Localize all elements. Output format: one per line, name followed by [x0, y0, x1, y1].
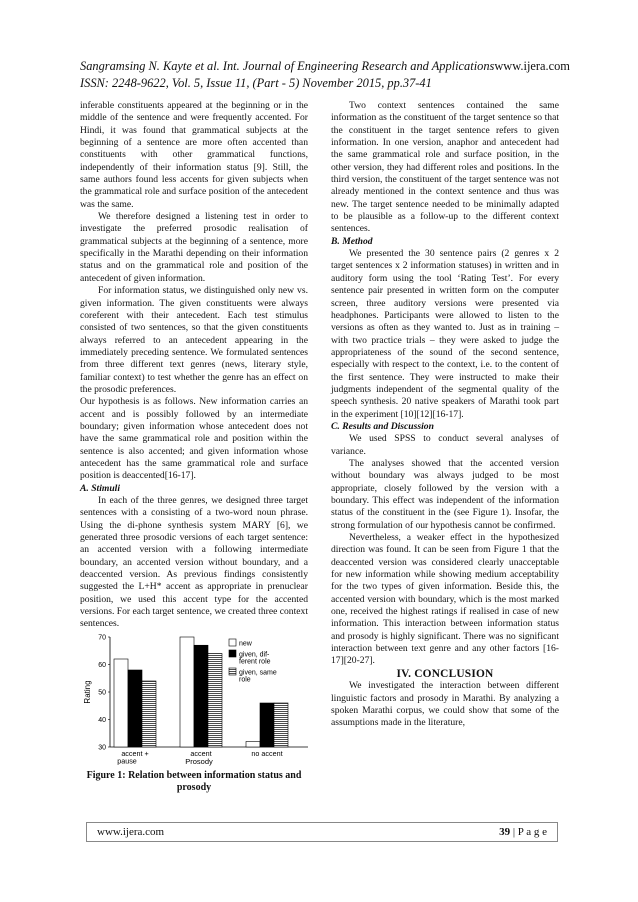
bar — [208, 653, 222, 747]
right-column — [331, 100, 559, 730]
paragraph: For information status, we distinguished only new vs. given information. The given constituents were always coreferent with their antecedent. Each test stimulus consisted of two sentences, so that the given constituents always referred to an antecedent appearing in the immediately preceding sentence. We formulated sentences from three different text genres (news, literary style, familiar context) to test whether the genre has an effect on the prosodic preferences. — [80, 285, 308, 395]
legend-swatch — [229, 668, 236, 675]
legend-label: role — [239, 676, 251, 684]
paragraph: We investigated the interaction between different linguistic factors and prosody in Marathi. By analyzing a spoken Marathi corpus, we could show that some of the assumptions made in the literature, — [331, 680, 559, 729]
figure-1 — [80, 633, 308, 768]
legend-label: new — [239, 640, 252, 648]
bar — [260, 703, 274, 747]
page-label: | P a g e — [510, 826, 547, 838]
legend-label: ferent role — [239, 658, 271, 666]
paragraph: Our hypothesis is as follows. New information carries an accent and is possibly followed by an intermediate boundary; given information whose antecedent does not have the same grammatical role and position within the sentence is also accented; and given information whose antecedent has the same grammatical role and surface position is deaccented[16-17]. — [80, 396, 308, 482]
section-heading-stimuli: A. Stimuli — [80, 482, 120, 494]
legend-label: given, same — [239, 669, 277, 677]
y-tick-label: 70 — [98, 634, 106, 642]
x-axis-label: Prosody — [185, 756, 213, 766]
bar — [128, 670, 142, 747]
bar — [194, 645, 208, 747]
x-tick-label: no accent — [251, 748, 283, 758]
figure-caption: Figure 1: Relation between information status and prosody — [86, 769, 302, 794]
bar — [114, 659, 128, 747]
section-heading-conclusion: IV. CONCLUSION — [396, 667, 494, 680]
page-number-value: 39 — [499, 826, 511, 838]
y-tick-label: 30 — [98, 744, 106, 752]
x-tick-label: accent + — [121, 748, 149, 758]
page-number — [499, 826, 547, 838]
paragraph: In each of the three genres, we designed three target sentences with a consisting of a two-word noun phrase. Using the di-phone synthesis system MARY [6], we generated three prosodic versions of each target sentence: an accented version with a following intermediate boundary, an accented version without boundary, and a deaccented version. As previous findings consistently suggested the L+H* accent as appropriate in prenuclear position, we used this accent type for the accented versions. For each target sentence, we created three context sentences. — [80, 495, 308, 630]
page-footer — [86, 822, 558, 842]
journal-citation: Sangramsing N. Kayte et al. Int. Journal of Engineering Research and Applications — [80, 59, 495, 73]
paragraph: inferable constituents appeared at the beginning or in the middle of the sentence and were frequently accented. For Hindi, it was found that grammatical subjects at the beginning of a sentence are more often accented than constituents with other grammatical functions, independently of their information status [9]. Still, the same authors found less accents for given subjects when the grammatical role and surface position of the antecedent was the same. — [80, 100, 308, 210]
legend-swatch — [229, 639, 236, 646]
bar-chart — [80, 633, 308, 768]
y-tick-label: 40 — [98, 716, 106, 724]
issn-line: ISSN: 2248-9622, Vol. 5, Issue 11, (Part - 5) November 2015, pp.37-41 — [80, 76, 432, 90]
footer-url[interactable]: www.ijera.com — [97, 826, 165, 838]
section-heading-method: B. Method — [331, 235, 373, 247]
y-tick-label: 60 — [98, 661, 106, 669]
legend-label: given, dif- — [239, 651, 270, 659]
bar — [246, 741, 260, 747]
left-column — [80, 100, 308, 795]
paragraph: Two context sentences contained the same information as the constituent of the target sentence so that the constituent in the target sentence refers to given information. In one version, anaphor and antecedent had the same grammatical role and surface position, in the other version, they had different roles and positions. In the third version, the constituent of the target sentence was not already mentioned in the context sentence and thus was new. The target sentence needed to be minimally adapted to be plausible as a follow-up to the different context sentences. — [331, 100, 559, 235]
bar — [274, 703, 288, 747]
y-axis-label: Rating — [83, 680, 92, 704]
journal-url[interactable]: www.ijera.com — [494, 59, 570, 73]
bar — [142, 681, 156, 747]
legend-swatch — [229, 650, 236, 657]
y-tick-label: 50 — [98, 689, 106, 697]
paragraph: Nevertheless, a weaker effect in the hypothesized direction was found. It can be seen from Figure 1 that the deaccented version was considered clearly unacceptable for new information while showing medium acceptability for the two types of given information. Beside this, the accented version with boundary, which is the most marked one, received the highest ratings if realised in case of new information. This interaction between information status and prosody is highly significant. There was no significant interaction between text genre and any other factors [16-17][20-27]. — [331, 532, 559, 667]
bar — [180, 637, 194, 747]
paragraph: We used SPSS to conduct several analyses of variance. — [331, 433, 559, 457]
paragraph: We presented the 30 sentence pairs (2 genres x 2 target sentences x 2 information statuses) in written and in auditory form using the tool ‘Rating Test’. For every sentence pair presented in written form on the computer screen, three auditory versions were presented via headphones. Participants were allowed to listen to the versions as often as they wanted to. Just as in training – with two practice trials – they were asked to judge the appropriateness of the sound of the second sentence, especially with respect to the context, i.e. to the content of the first sentence. They were instructed to make their judgments independent of the segmental quality of the speech synthesis. 20 native speakers of Marathi took part in the experiment [10][12][16-17]. — [331, 248, 559, 420]
x-tick-label: accent — [190, 748, 212, 758]
section-heading-results: C. Results and Discussion — [331, 420, 434, 432]
x-tick-label: pause — [117, 756, 137, 766]
running-header — [80, 58, 570, 92]
paragraph: We therefore designed a listening test in order to investigate the preferred prosodic realisation of grammatical subjects at the beginning of a sentence, more specifically in the Marathi depending on their information status and on the grammatical role and position of the antecedent of given information. — [80, 211, 308, 284]
paragraph: The analyses showed that the accented version without boundary was always judged to be most appropriate, closely followed by the version with a boundary. This effect was independent of the information status of the constituent in the (see Figure 1). Insofar, the strong formulation of our hypothesis cannot be confirmed. — [331, 457, 559, 531]
